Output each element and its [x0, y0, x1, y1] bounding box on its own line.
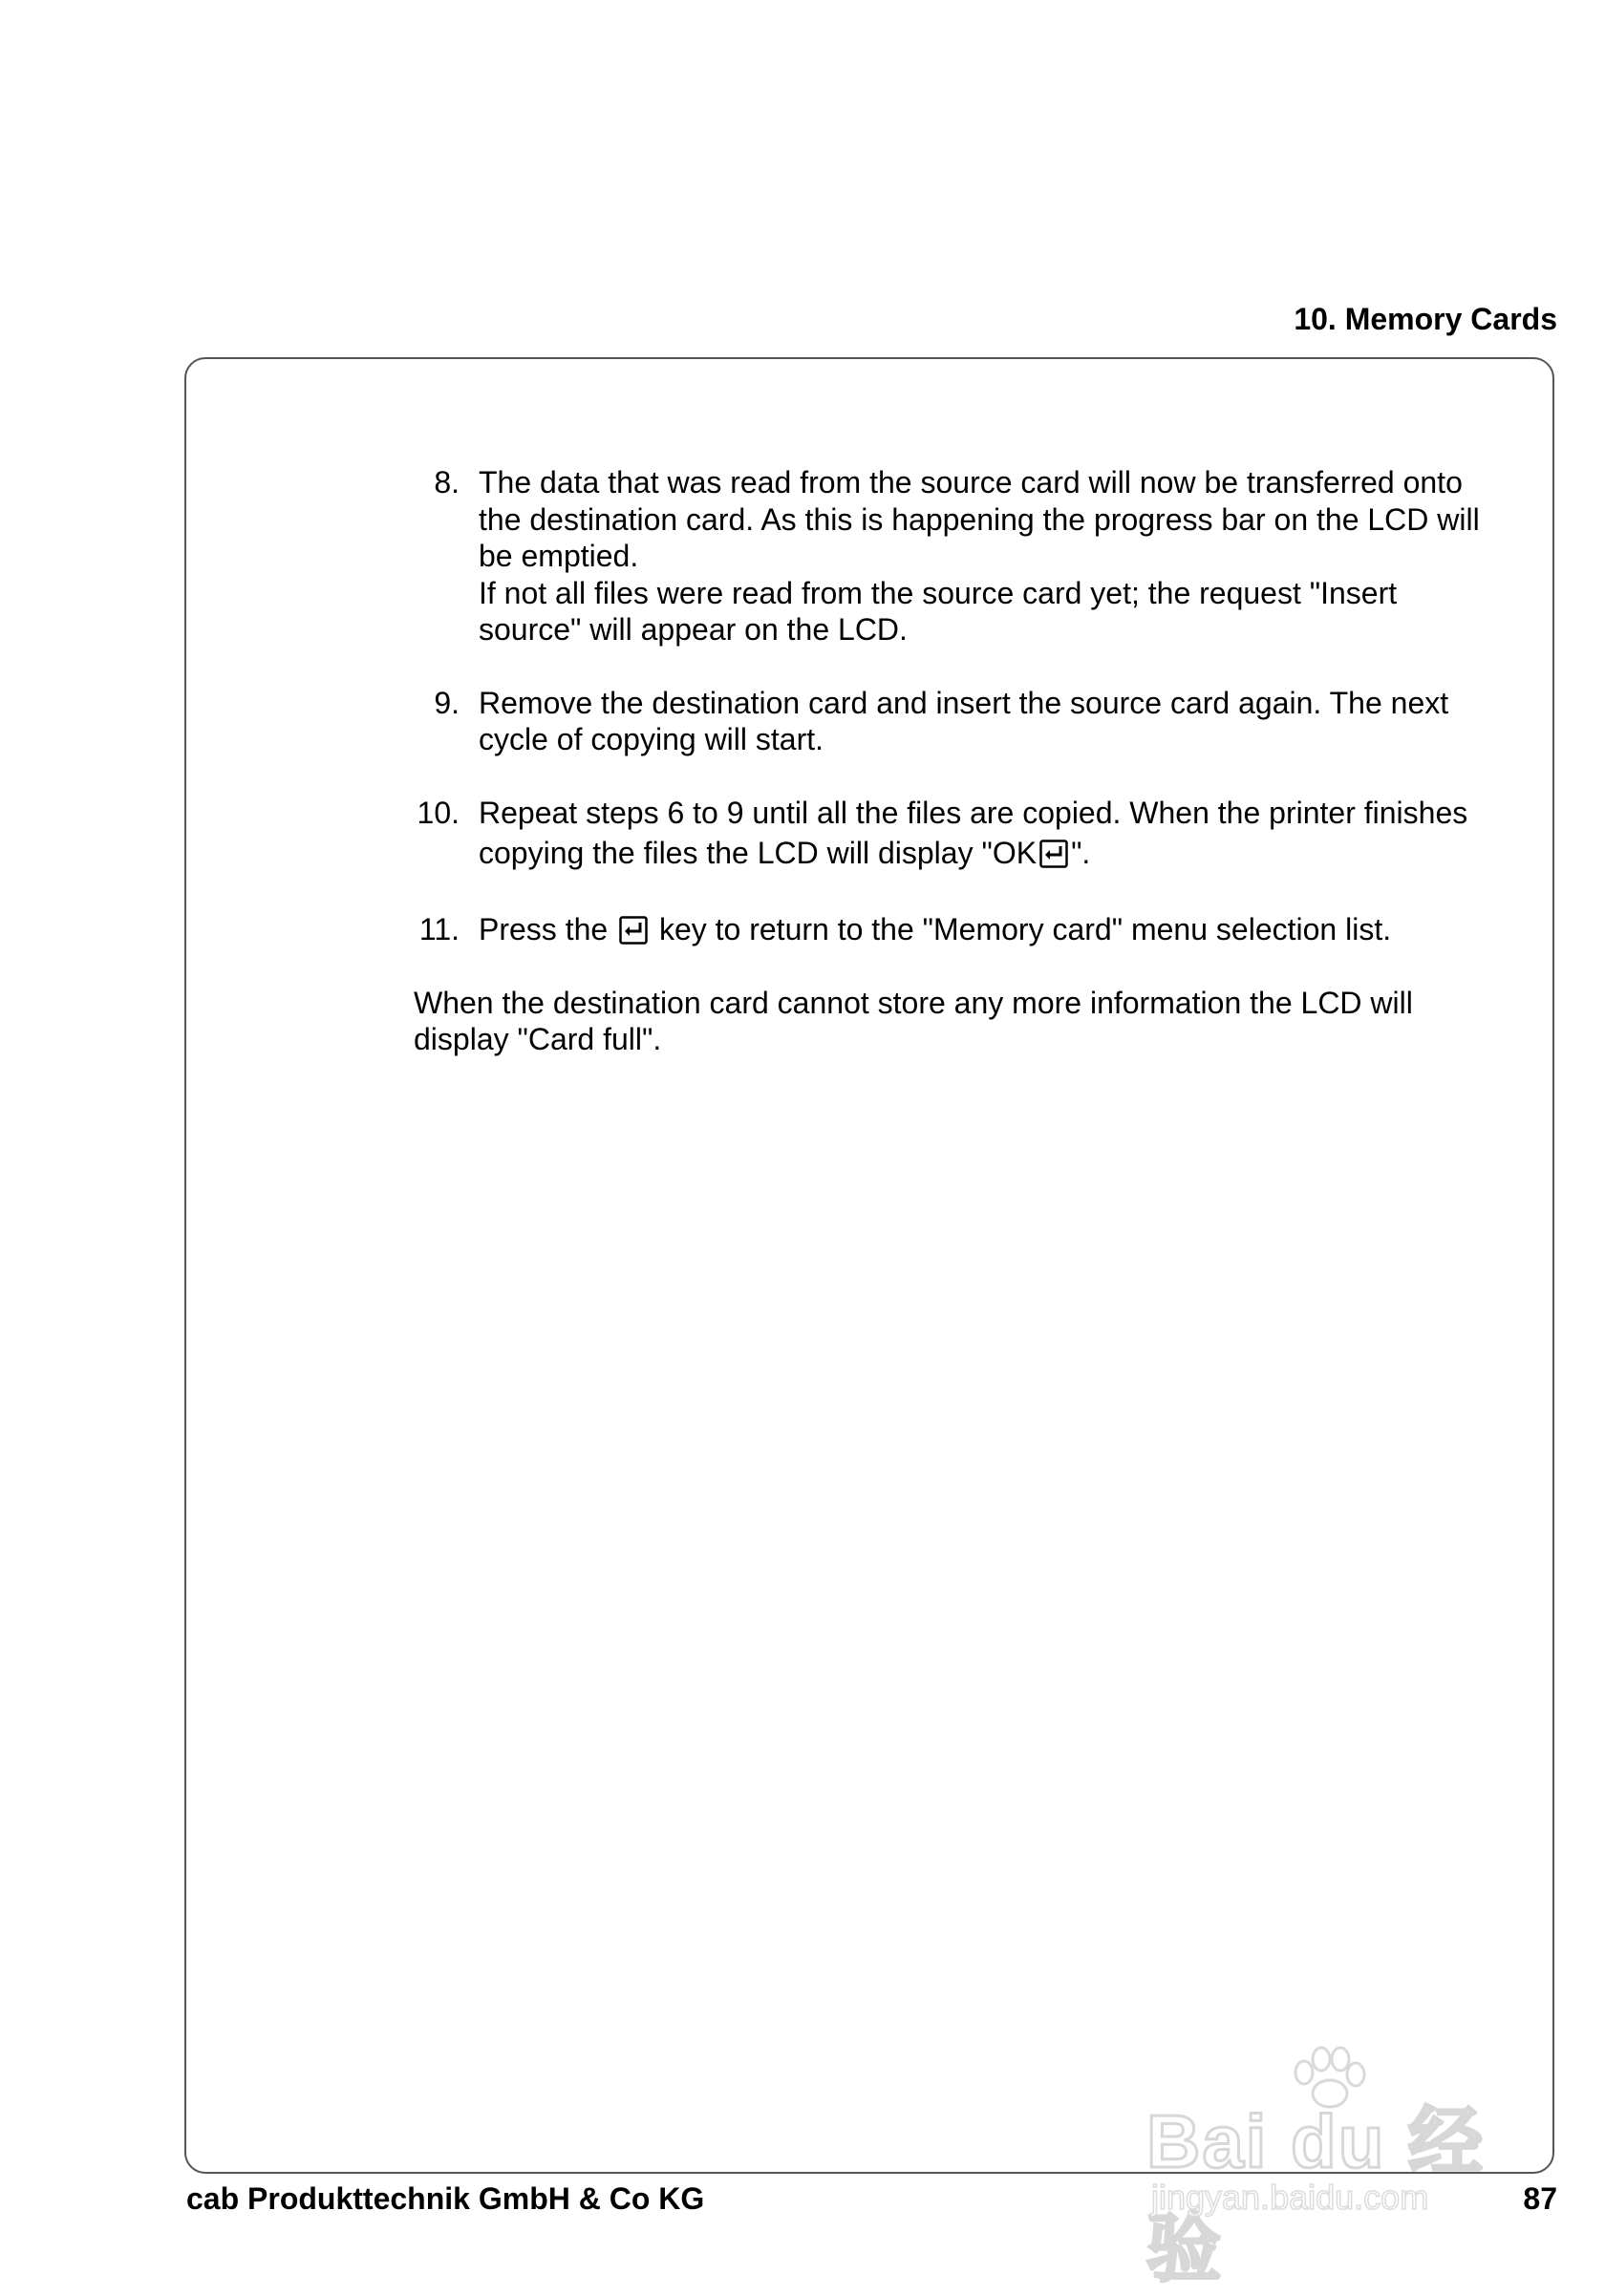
step-11 — [414, 911, 1503, 948]
step-text-with-icon: copying the files the LCD will display "OK ". — [479, 836, 1091, 870]
page-content — [414, 464, 1503, 1058]
step-number: 11. — [418, 912, 460, 946]
step-text-with-icon: Press the key to return to the "Memory card" menu selection list. — [479, 912, 1392, 946]
step-text: Repeat steps 6 to 9 until all the files are copied. When the printer finishes — [479, 795, 1468, 830]
footer-company: cab Produkttechnik GmbH & Co KG — [186, 2181, 705, 2216]
step-number: 8. — [434, 465, 460, 500]
step-number: 10. — [417, 795, 460, 830]
step-8 — [414, 464, 1503, 648]
page-number: 87 — [1523, 2181, 1557, 2216]
step-10 — [414, 795, 1503, 876]
enter-key-icon — [619, 916, 648, 945]
enter-key-icon — [1039, 840, 1068, 868]
step-text: The data that was read from the source card will now be transferred onto the destination card. As this is happening the progress bar on the LCD will be emptied. — [479, 465, 1480, 573]
watermark-url: jingyan.baidu.com — [1151, 2178, 1429, 2217]
watermark-logo-text: Bai du 经验 — [1146, 2099, 1486, 2290]
step-text: If not all files were read from the source card yet; the request "Insert source" will appear on the LCD. — [479, 575, 1398, 647]
step-number: 9. — [434, 685, 460, 720]
section-title: 10. Memory Cards — [1294, 302, 1557, 336]
step-9 — [414, 685, 1503, 758]
closing-paragraph: When the destination card cannot store any more information the LCD will display "Card full". — [414, 985, 1413, 1056]
step-text: Remove the destination card and insert the source card again. The next cycle of copying will start. — [479, 685, 1449, 756]
baidu-watermark — [1142, 2044, 1524, 2290]
